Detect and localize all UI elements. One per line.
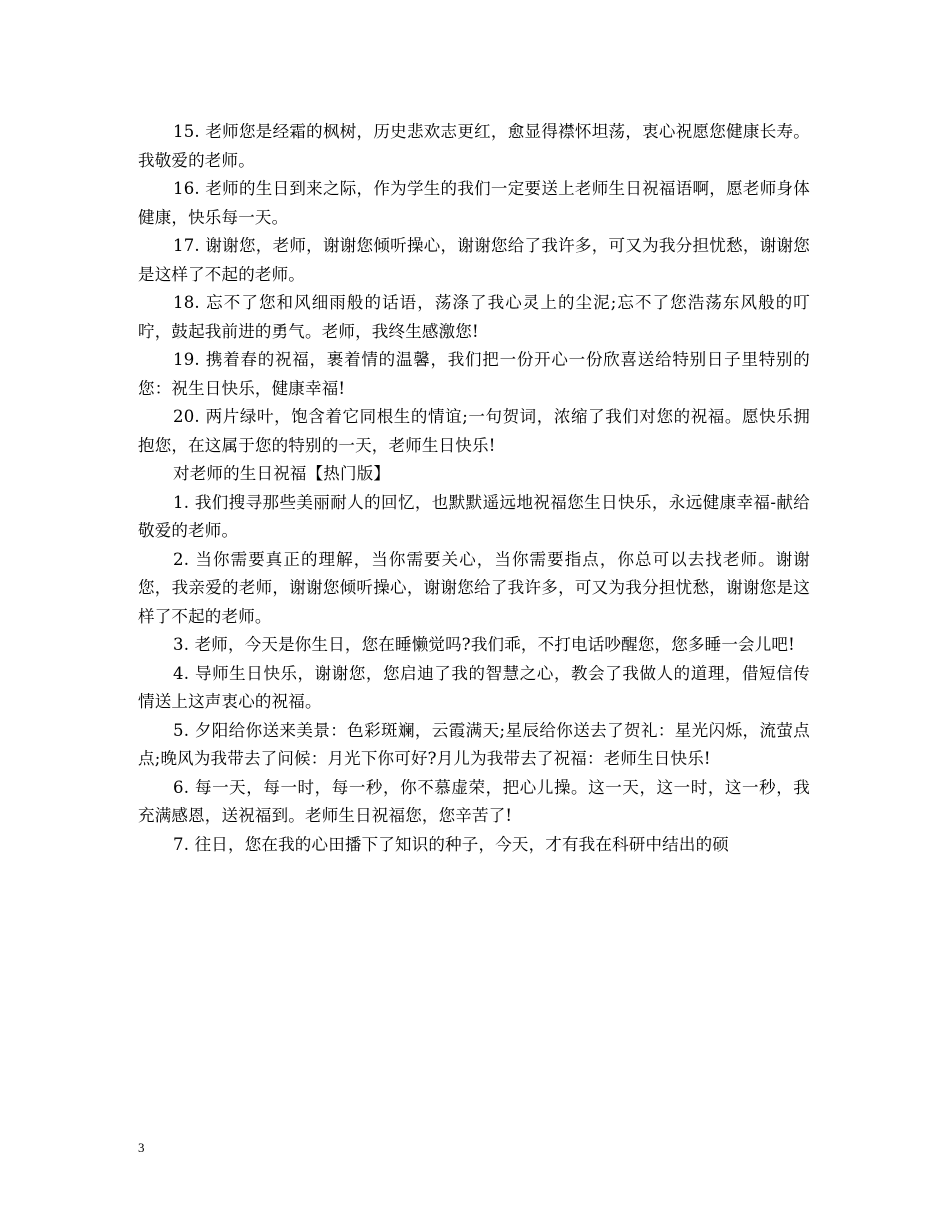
document-body <box>138 118 810 859</box>
paragraph-hot-6: 6. 每一天，每一时，每一秒，你不慕虚荣，把心儿操。这一天，这一时，这一秒，我充满感恩，送祝福到。老师生日祝福您，您辛苦了! <box>138 777 810 825</box>
paragraph-hot-7: 7. 往日，您在我的心田播下了知识的种子，今天，才有我在科研中结出的硕 <box>173 834 729 854</box>
paragraph-wish-16: 16. 老师的生日到来之际，作为学生的我们一定要送上老师生日祝福语啊，愿老师身体健康，快乐每一天。 <box>138 179 810 227</box>
paragraph-hot-4: 4. 导师生日快乐，谢谢您，您启迪了我的智慧之心，教会了我做人的道理，借短信传情送上这声衷心的祝福。 <box>138 663 810 711</box>
page-number: 3 <box>138 1140 145 1155</box>
paragraph-hot-2: 2. 当你需要真正的理解，当你需要关心，当你需要指点，你总可以去找老师。谢谢您，我亲爱的老师，谢谢您倾听操心，谢谢您给了我许多，可又为我分担忧愁，谢谢您是这样了不起的老师。 <box>138 549 810 626</box>
paragraph-wish-17: 17. 谢谢您，老师，谢谢您倾听操心，谢谢您给了我许多，可又为我分担忧愁，谢谢您是这样了不起的老师。 <box>138 236 810 284</box>
paragraph-hot-1: 1. 我们搜寻那些美丽耐人的回忆，也默默遥远地祝福您生日快乐，永远健康幸福-献给敬爱的老师。 <box>138 492 810 540</box>
paragraph-hot-5: 5. 夕阳给你送来美景：色彩斑斓，云霞满天;星辰给你送去了贺礼：星光闪烁，流萤点点;晚风为我带去了问候：月光下你可好?月儿为我带去了祝福：老师生日快乐! <box>138 720 810 768</box>
section-heading: 对老师的生日祝福【热门版】 <box>173 464 391 483</box>
paragraph-wish-20: 20. 两片绿叶，饱含着它同根生的情谊;一句贺词，浓缩了我们对您的祝福。愿快乐拥抱您，在这属于您的特别的一天，老师生日快乐! <box>138 407 810 455</box>
paragraph-wish-18: 18. 忘不了您和风细雨般的话语，荡涤了我心灵上的尘泥;忘不了您浩荡东风般的叮咛，鼓起我前进的勇气。老师，我终生感激您! <box>138 293 810 341</box>
paragraph-wish-15: 15. 老师您是经霜的枫树，历史悲欢志更红，愈显得襟怀坦荡，衷心祝愿您健康长寿。我敬爱的老师。 <box>138 122 810 170</box>
paragraph-wish-19: 19. 携着春的祝福，裹着情的温馨，我们把一份开心一份欣喜送给特别日子里特别的您：祝生日快乐，健康幸福! <box>138 350 810 398</box>
paragraph-hot-3: 3. 老师，今天是你生日，您在睡懒觉吗?我们乖，不打电话吵醒您，您多睡一会儿吧! <box>173 635 795 654</box>
